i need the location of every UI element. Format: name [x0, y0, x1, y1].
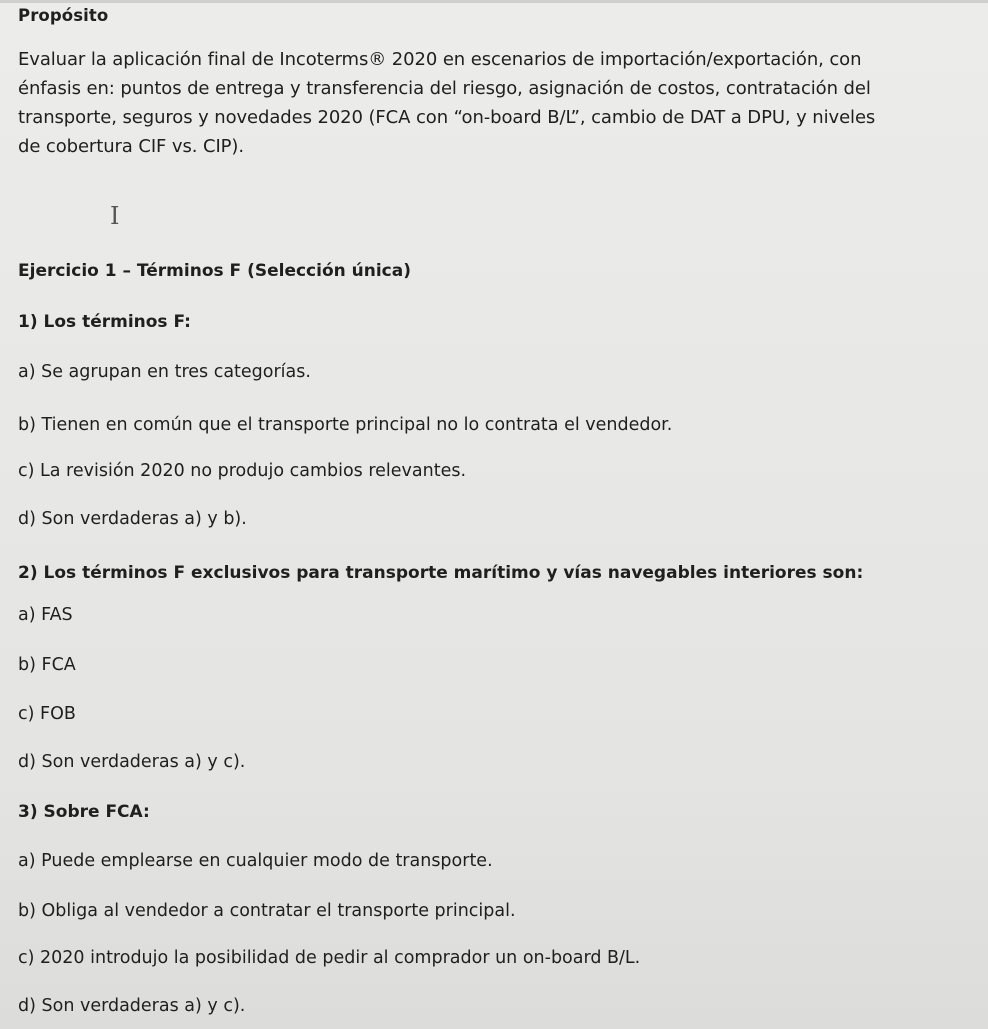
text-cursor-icon: I [110, 202, 120, 230]
section-heading-proposito: Propósito [18, 6, 109, 25]
question-1-option-c: c) La revisión 2020 no produjo cambios relevantes. [18, 461, 467, 481]
top-border [0, 0, 988, 3]
question-3-option-a: a) Puede emplearse en cualquier modo de transporte. [18, 851, 493, 871]
question-3-option-b: b) Obliga al vendedor a contratar el transporte principal. [18, 901, 516, 921]
question-3-option-c: c) 2020 introdujo la posibilidad de pedir al comprador un on-board B/L. [18, 948, 641, 968]
question-1-option-a: a) Se agrupan en tres categorías. [18, 362, 311, 382]
question-3: 3) Sobre FCA: [18, 802, 150, 822]
purpose-paragraph [18, 45, 968, 161]
purpose-line: transporte, seguros y novedades 2020 (FCA con “on-board B/L”, cambio de DAT a DPU, y niveles [18, 107, 876, 128]
question-2-option-a: a) FAS [18, 605, 73, 625]
question-1-option-d: d) Son verdaderas a) y b). [18, 509, 247, 529]
question-1-option-b: b) Tienen en común que el transporte principal no lo contrata el vendedor. [18, 415, 673, 435]
exercise-title: Ejercicio 1 – Términos F (Selección única) [18, 261, 412, 281]
question-2-option-c: c) FOB [18, 704, 76, 724]
document-page [18, 6, 978, 1016]
purpose-line: Evaluar la aplicación final de Incoterms® 2020 en escenarios de importación/exportación, con [18, 49, 862, 70]
question-2-option-d: d) Son verdaderas a) y c). [18, 752, 246, 772]
question-2-option-b: b) FCA [18, 655, 76, 675]
purpose-line: énfasis en: puntos de entrega y transferencia del riesgo, asignación de costos, contratación del [18, 78, 871, 99]
purpose-line: de cobertura CIF vs. CIP). [18, 136, 244, 157]
question-3-option-d: d) Son verdaderas a) y c). [18, 996, 246, 1016]
question-1: 1) Los términos F: [18, 312, 191, 332]
question-2: 2) Los términos F exclusivos para transporte marítimo y vías navegables interiores son: [18, 563, 864, 583]
